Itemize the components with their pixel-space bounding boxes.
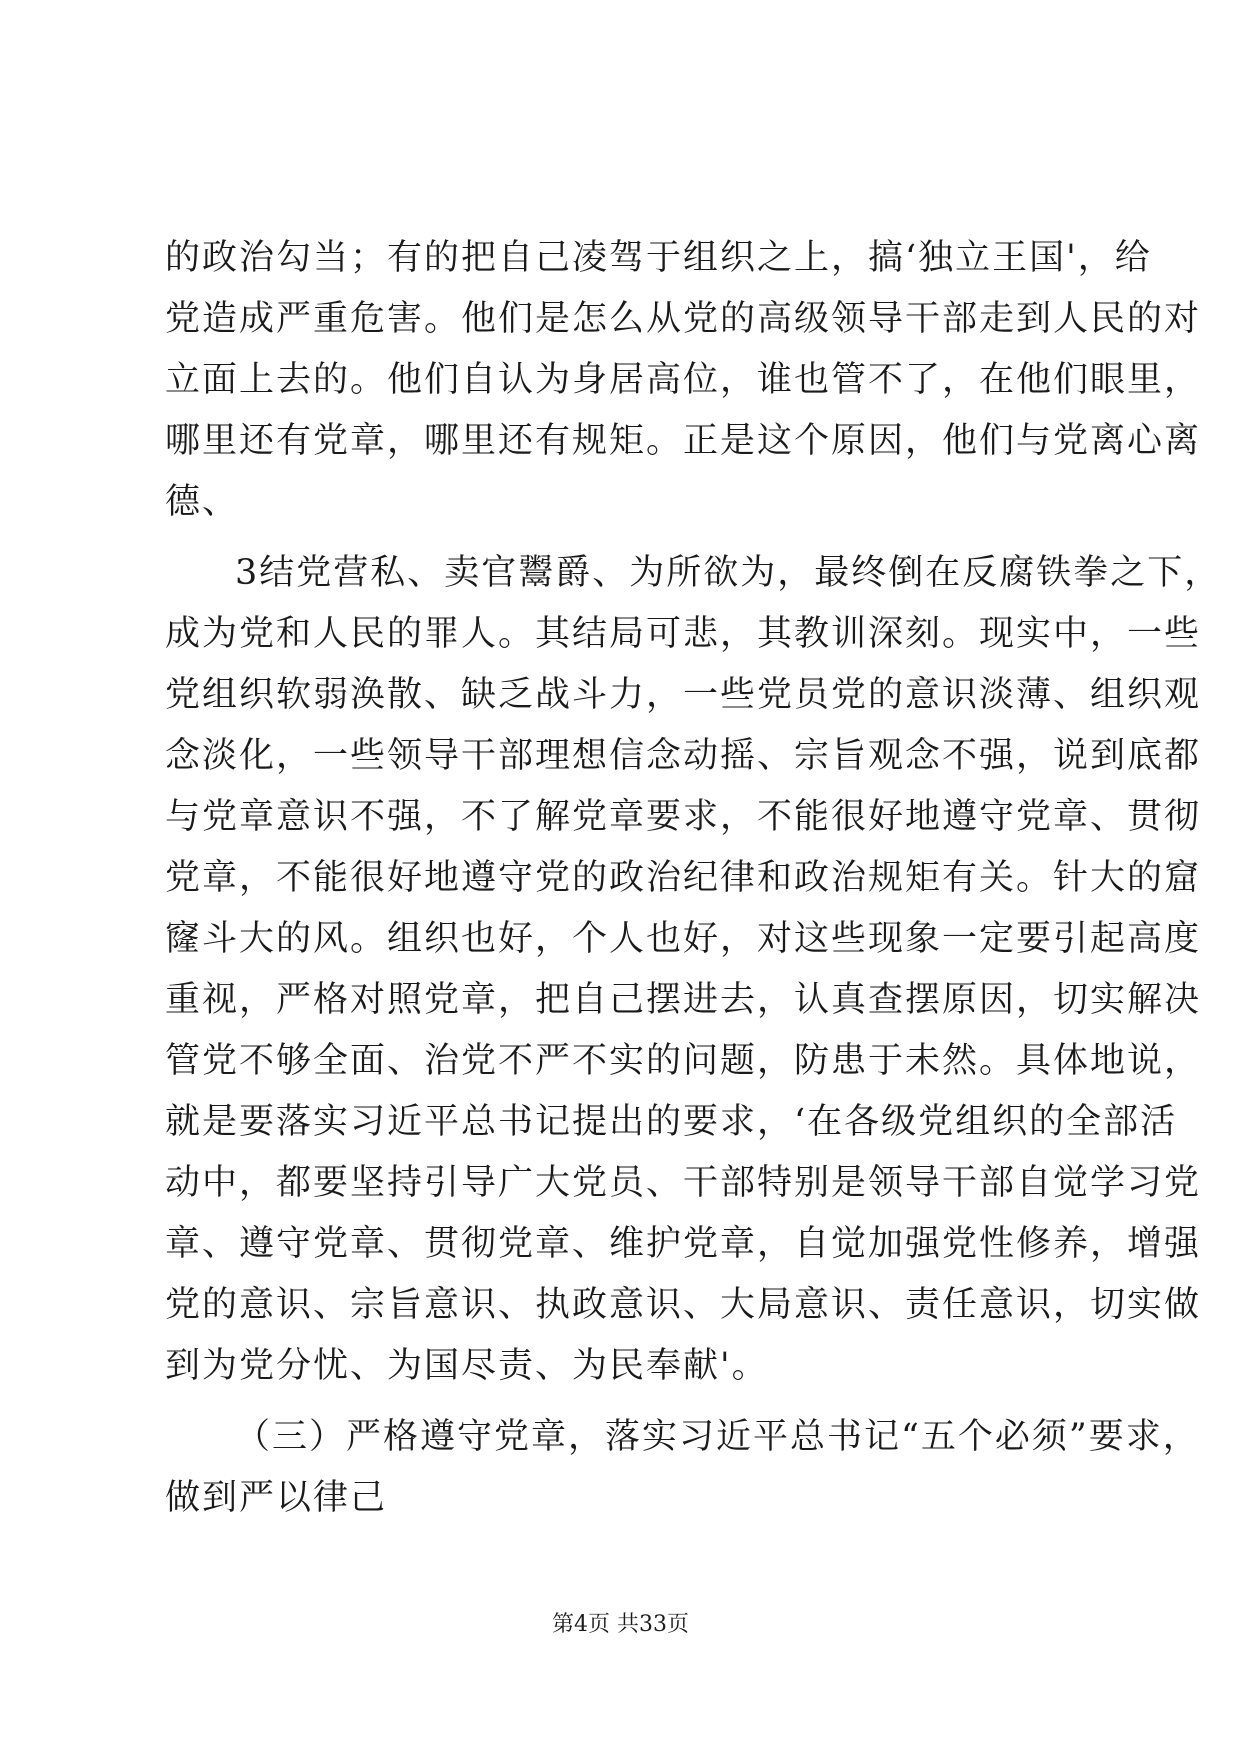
paragraph-line: 3结党营私、卖官鬻爵、为所欲为，最终倒在反腐铁拳之下， — [235, 553, 1222, 593]
document-body — [165, 228, 1222, 1529]
paragraph-line: 做到严以律己 — [165, 1478, 388, 1518]
paragraph-line: 成为党和人民的罪人。其结局可悲，其教训深刻。现实中，一些 — [165, 614, 1202, 654]
paragraph-line: 管党不够全面、治党不严不实的问题，防患于未然。具体地说， — [165, 1041, 1202, 1081]
paragraph-line: 党的意识、宗旨意识、执政意识、大局意识、责任意识，切实做 — [165, 1285, 1202, 1325]
paragraph-line: 党组织软弱涣散、缺乏战斗力，一些党员党的意识淡薄、组织观 — [165, 675, 1202, 715]
paragraph-line: 念淡化，一些领导干部理想信念动摇、宗旨观念不强，说到底都 — [165, 736, 1202, 776]
paragraph-2 — [165, 543, 1222, 1397]
page-number-footer: 第4页 共33页 — [552, 1612, 689, 1637]
paragraph-line: 的政治勾当；有的把自己凌驾于组织之上，搞‘独立王国'，给 — [165, 238, 1152, 278]
paragraph-line: 就是要落实习近平总书记提出的要求，‘在各级党组织的全部活 — [165, 1102, 1178, 1142]
paragraph-line: 到为党分忧、为国尽责、为民奉献'。 — [165, 1346, 769, 1386]
paragraph-line: 立面上去的。他们自认为身居高位，谁也管不了，在他们眼里， — [165, 360, 1202, 400]
paragraph-line: 动中，都要坚持引导广大党员、干部特别是领导干部自觉学习党 — [165, 1163, 1202, 1203]
paragraph-3-heading — [165, 1407, 1200, 1529]
paragraph-line: （三）严格遵守党章，落实习近平总书记“五个必须”要求， — [235, 1417, 1200, 1457]
paragraph-line: 章、遵守党章、贯彻党章、维护党章，自觉加强党性修养，增强 — [165, 1224, 1202, 1264]
paragraph-line: 党造成严重危害。他们是怎么从党的高级领导干部走到人民的对 — [165, 299, 1202, 339]
paragraph-line: 窿斗大的风。组织也好，个人也好，对这些现象一定要引起高度 — [165, 919, 1202, 959]
paragraph-line: 哪里还有党章，哪里还有规矩。正是这个原因，他们与党离心离 — [165, 421, 1202, 461]
paragraph-line: 党章，不能很好地遵守党的政治纪律和政治规矩有关。针大的窟 — [165, 858, 1202, 898]
paragraph-line: 与党章意识不强，不了解党章要求，不能很好地遵守党章、贯彻 — [165, 797, 1202, 837]
paragraph-line: 重视，严格对照党章，把自己摆进去，认真查摆原因，切实解决 — [165, 980, 1202, 1020]
paragraph-line: 德、 — [165, 482, 240, 522]
paragraph-1 — [165, 228, 1202, 533]
